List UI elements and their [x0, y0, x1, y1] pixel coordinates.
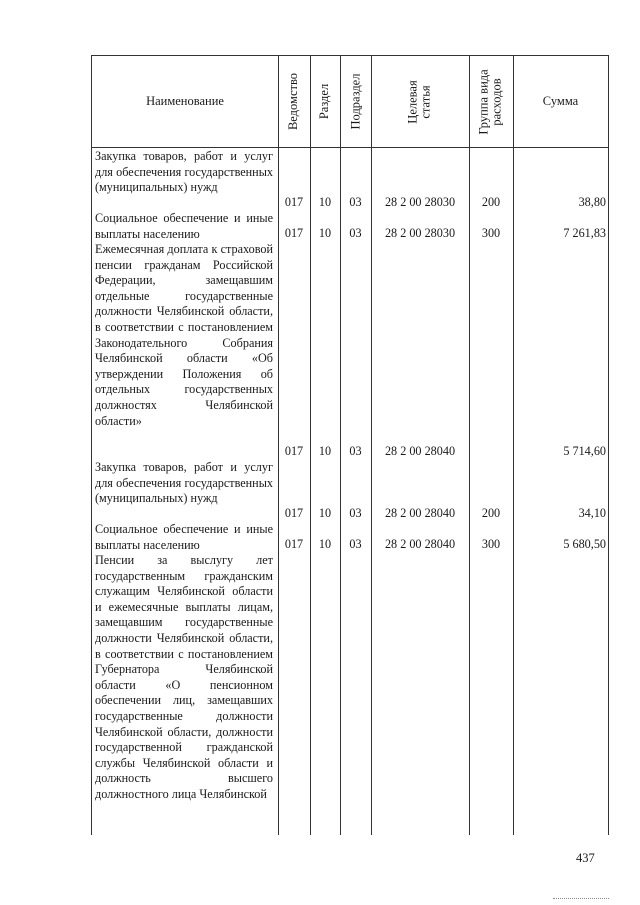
header-celevaya-line1: Целевая — [406, 79, 420, 124]
row-celevaya: 28 2 00 28040 — [384, 444, 456, 458]
row-name: Пенсии за выслугу лет государственным гражданским служащим Челябинской области и ежемесячные выплаты лицам, замещавшим государственные должности Челябинской области, в соответствии с постановлением Губернатора Челябинской области «О пенсионном обеспечении лиц, замещавших государственные должности Челябинской области, должности государственной гражданской службы Челябинской области и должность высшего должностного лица Челябинской — [95, 553, 273, 801]
row-gruppa: 300 — [481, 226, 501, 240]
header-gruppa-label — [478, 69, 504, 134]
row-razdel: 10 — [318, 195, 332, 209]
row-vedomstvo: 017 — [284, 506, 304, 520]
row-summa: 5 680,50 — [563, 537, 606, 551]
row-vedomstvo: 017 — [284, 195, 304, 209]
row-summa: 34,10 — [578, 506, 606, 520]
row-name: Закупка товаров, работ и услуг для обеспечения государственных (муниципальных) нужд — [95, 149, 273, 195]
header-razdel — [310, 56, 340, 147]
footer-rule — [553, 898, 609, 899]
row-name: Ежемесячная доплата к страховой пенсии гражданам Российской Федерации, замещавшим отдельные государственные должности Челябинской области, в соответствии с постановлением Законодательного Собрания Челябинской области «Об утверждении Положения об отдельных государственных должностях Челябинской области» — [95, 242, 273, 428]
row-razdel: 10 — [318, 226, 332, 240]
row-gruppa: 300 — [481, 537, 501, 551]
row-summa: 5 714,60 — [563, 444, 606, 458]
header-vedomstvo — [278, 56, 310, 147]
row-name: Социальное обеспечение и иные выплаты населению — [95, 522, 273, 552]
row-vedomstvo: 017 — [284, 537, 304, 551]
row-razdel: 10 — [318, 506, 332, 520]
row-celevaya: 28 2 00 28040 — [384, 537, 456, 551]
header-summa: Сумма — [542, 94, 579, 108]
header-vedomstvo-label: Ведомство — [286, 72, 301, 131]
header-celevaya-label — [407, 80, 433, 123]
row-summa: 7 261,83 — [563, 226, 606, 240]
header-gruppa-line1: Группа вида — [477, 68, 492, 135]
header-razdel-label: Раздел — [317, 83, 332, 120]
header-name: Наименование — [146, 94, 224, 108]
row-summa: 38,80 — [578, 195, 606, 209]
row-podrazdel: 03 — [349, 444, 362, 458]
row-celevaya: 28 2 00 28030 — [384, 226, 456, 240]
header-podrazdel — [340, 56, 371, 147]
row-podrazdel: 03 — [349, 537, 362, 551]
row-podrazdel: 03 — [349, 226, 362, 240]
row-podrazdel: 03 — [349, 506, 362, 520]
row-vedomstvo: 017 — [284, 444, 304, 458]
header-gruppa-vida-rashodov — [469, 56, 513, 147]
header-podrazdel-label: Подраздел — [348, 73, 362, 130]
row-celevaya: 28 2 00 28040 — [384, 506, 456, 520]
row-gruppa: 200 — [481, 506, 501, 520]
row-razdel: 10 — [318, 444, 332, 458]
header-celevaya-line2: статья — [419, 84, 433, 119]
row-razdel: 10 — [318, 537, 332, 551]
row-podrazdel: 03 — [349, 195, 362, 209]
row-gruppa: 200 — [481, 195, 501, 209]
row-name: Закупка товаров, работ и услуг для обеспечения государственных (муниципальных) нужд — [95, 460, 273, 506]
header-celevaya-statya — [371, 56, 469, 147]
header-divider — [92, 147, 608, 148]
row-celevaya: 28 2 00 28030 — [384, 195, 456, 209]
row-name: Социальное обеспечение и иные выплаты населению — [95, 211, 273, 241]
header-gruppa-line2: расходов — [490, 77, 505, 126]
page-number: 437 — [576, 851, 595, 865]
column-divider — [469, 56, 470, 835]
row-vedomstvo: 017 — [284, 226, 304, 240]
budget-table — [91, 55, 609, 835]
